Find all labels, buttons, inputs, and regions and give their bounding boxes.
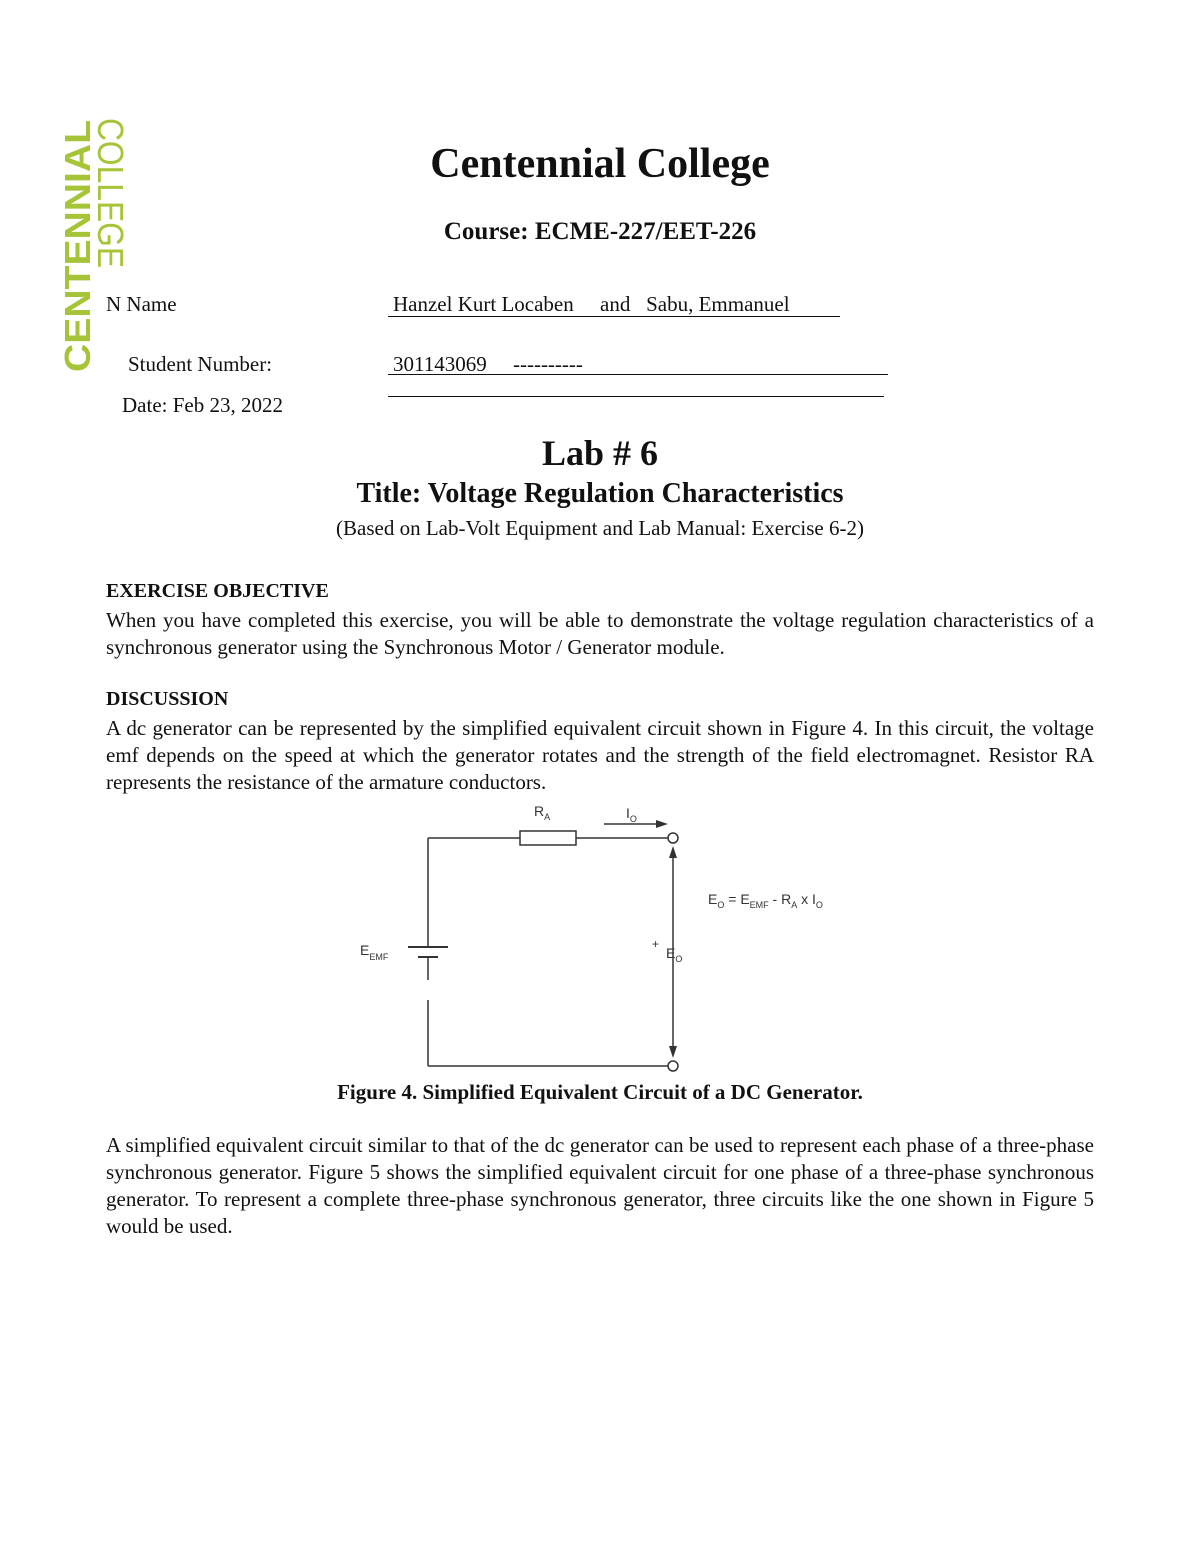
logo-line-centennial: CENTENNIAL (57, 140, 98, 372)
name-value: Hanzel Kurt Locaben and Sabu, Emmanuel (393, 292, 790, 316)
svg-text:RA: $R_A$ (534, 803, 551, 822)
name-underline (388, 316, 840, 317)
student-number-value: 301143069 ---------- (393, 352, 583, 376)
lab-number: Lab # 6 (541, 433, 659, 473)
student-number-underline (388, 374, 888, 375)
svg-text:+: + (652, 937, 660, 951)
student-number-label: Student Number: (128, 352, 273, 376)
logo-line-college: COLLEGE (90, 118, 131, 289)
date-underline (388, 396, 884, 397)
date-label: Date: Feb 23, 2022 (122, 393, 283, 417)
lab-subtitle: (Based on Lab-Volt Equipment and Lab Manual: Exercise 6-2) (336, 516, 864, 540)
institution-title: Centennial College (430, 141, 770, 187)
discussion-text-2: A simplified equivalent circuit similar to that of the dc generator can be used to represent each phase of a three-phase synchronous generator. Figure 5 shows the simplified equivalent circuit for one phase of a three-phase synchronous generator. To represent a complete three-phase synchronous generator, three circuits like the one shown in Figure 5 would be used. (106, 1133, 1094, 1238)
svg-text:IO: $I_O$ (626, 805, 637, 824)
objective-text: When you have completed this exercise, you will be able to demonstrate the voltage regulation characteristics of a synchronous generator using the Synchronous Motor / Generator module. (106, 608, 1094, 659)
name-label: N Name (106, 292, 177, 316)
course-code: Course: ECME-227/EET-226 (443, 218, 757, 245)
objective-heading: EXERCISE OBJECTIVE (106, 580, 329, 602)
resistor-ra (520, 831, 576, 845)
svg-text:EO = EEMF - RA x IO: $E_O = E_{EMF} - R_A$ x $I_O$ (708, 891, 823, 910)
svg-text:EO: $E_O$ (666, 945, 683, 964)
terminal-top (668, 833, 678, 843)
lab-title: Title: Voltage Regulation Characteristics (356, 478, 844, 509)
circuit-diagram (350, 800, 850, 1080)
terminal-bottom (668, 1061, 678, 1071)
discussion-text: A dc generator can be represented by the simplified equivalent circuit shown in Figure 4. In this circuit, the voltage emf depends on the speed at which the generator rotates and the strength of the field electromagnet. Resistor RA represents the resistance of the armature conductors. (106, 716, 1094, 794)
svg-text:EEMF: $E_{EMF}$ (360, 942, 389, 962)
discussion-heading: DISCUSSION (106, 688, 229, 710)
figure-caption: Figure 4. Simplified Equivalent Circuit of a DC Generator. (337, 1080, 863, 1104)
